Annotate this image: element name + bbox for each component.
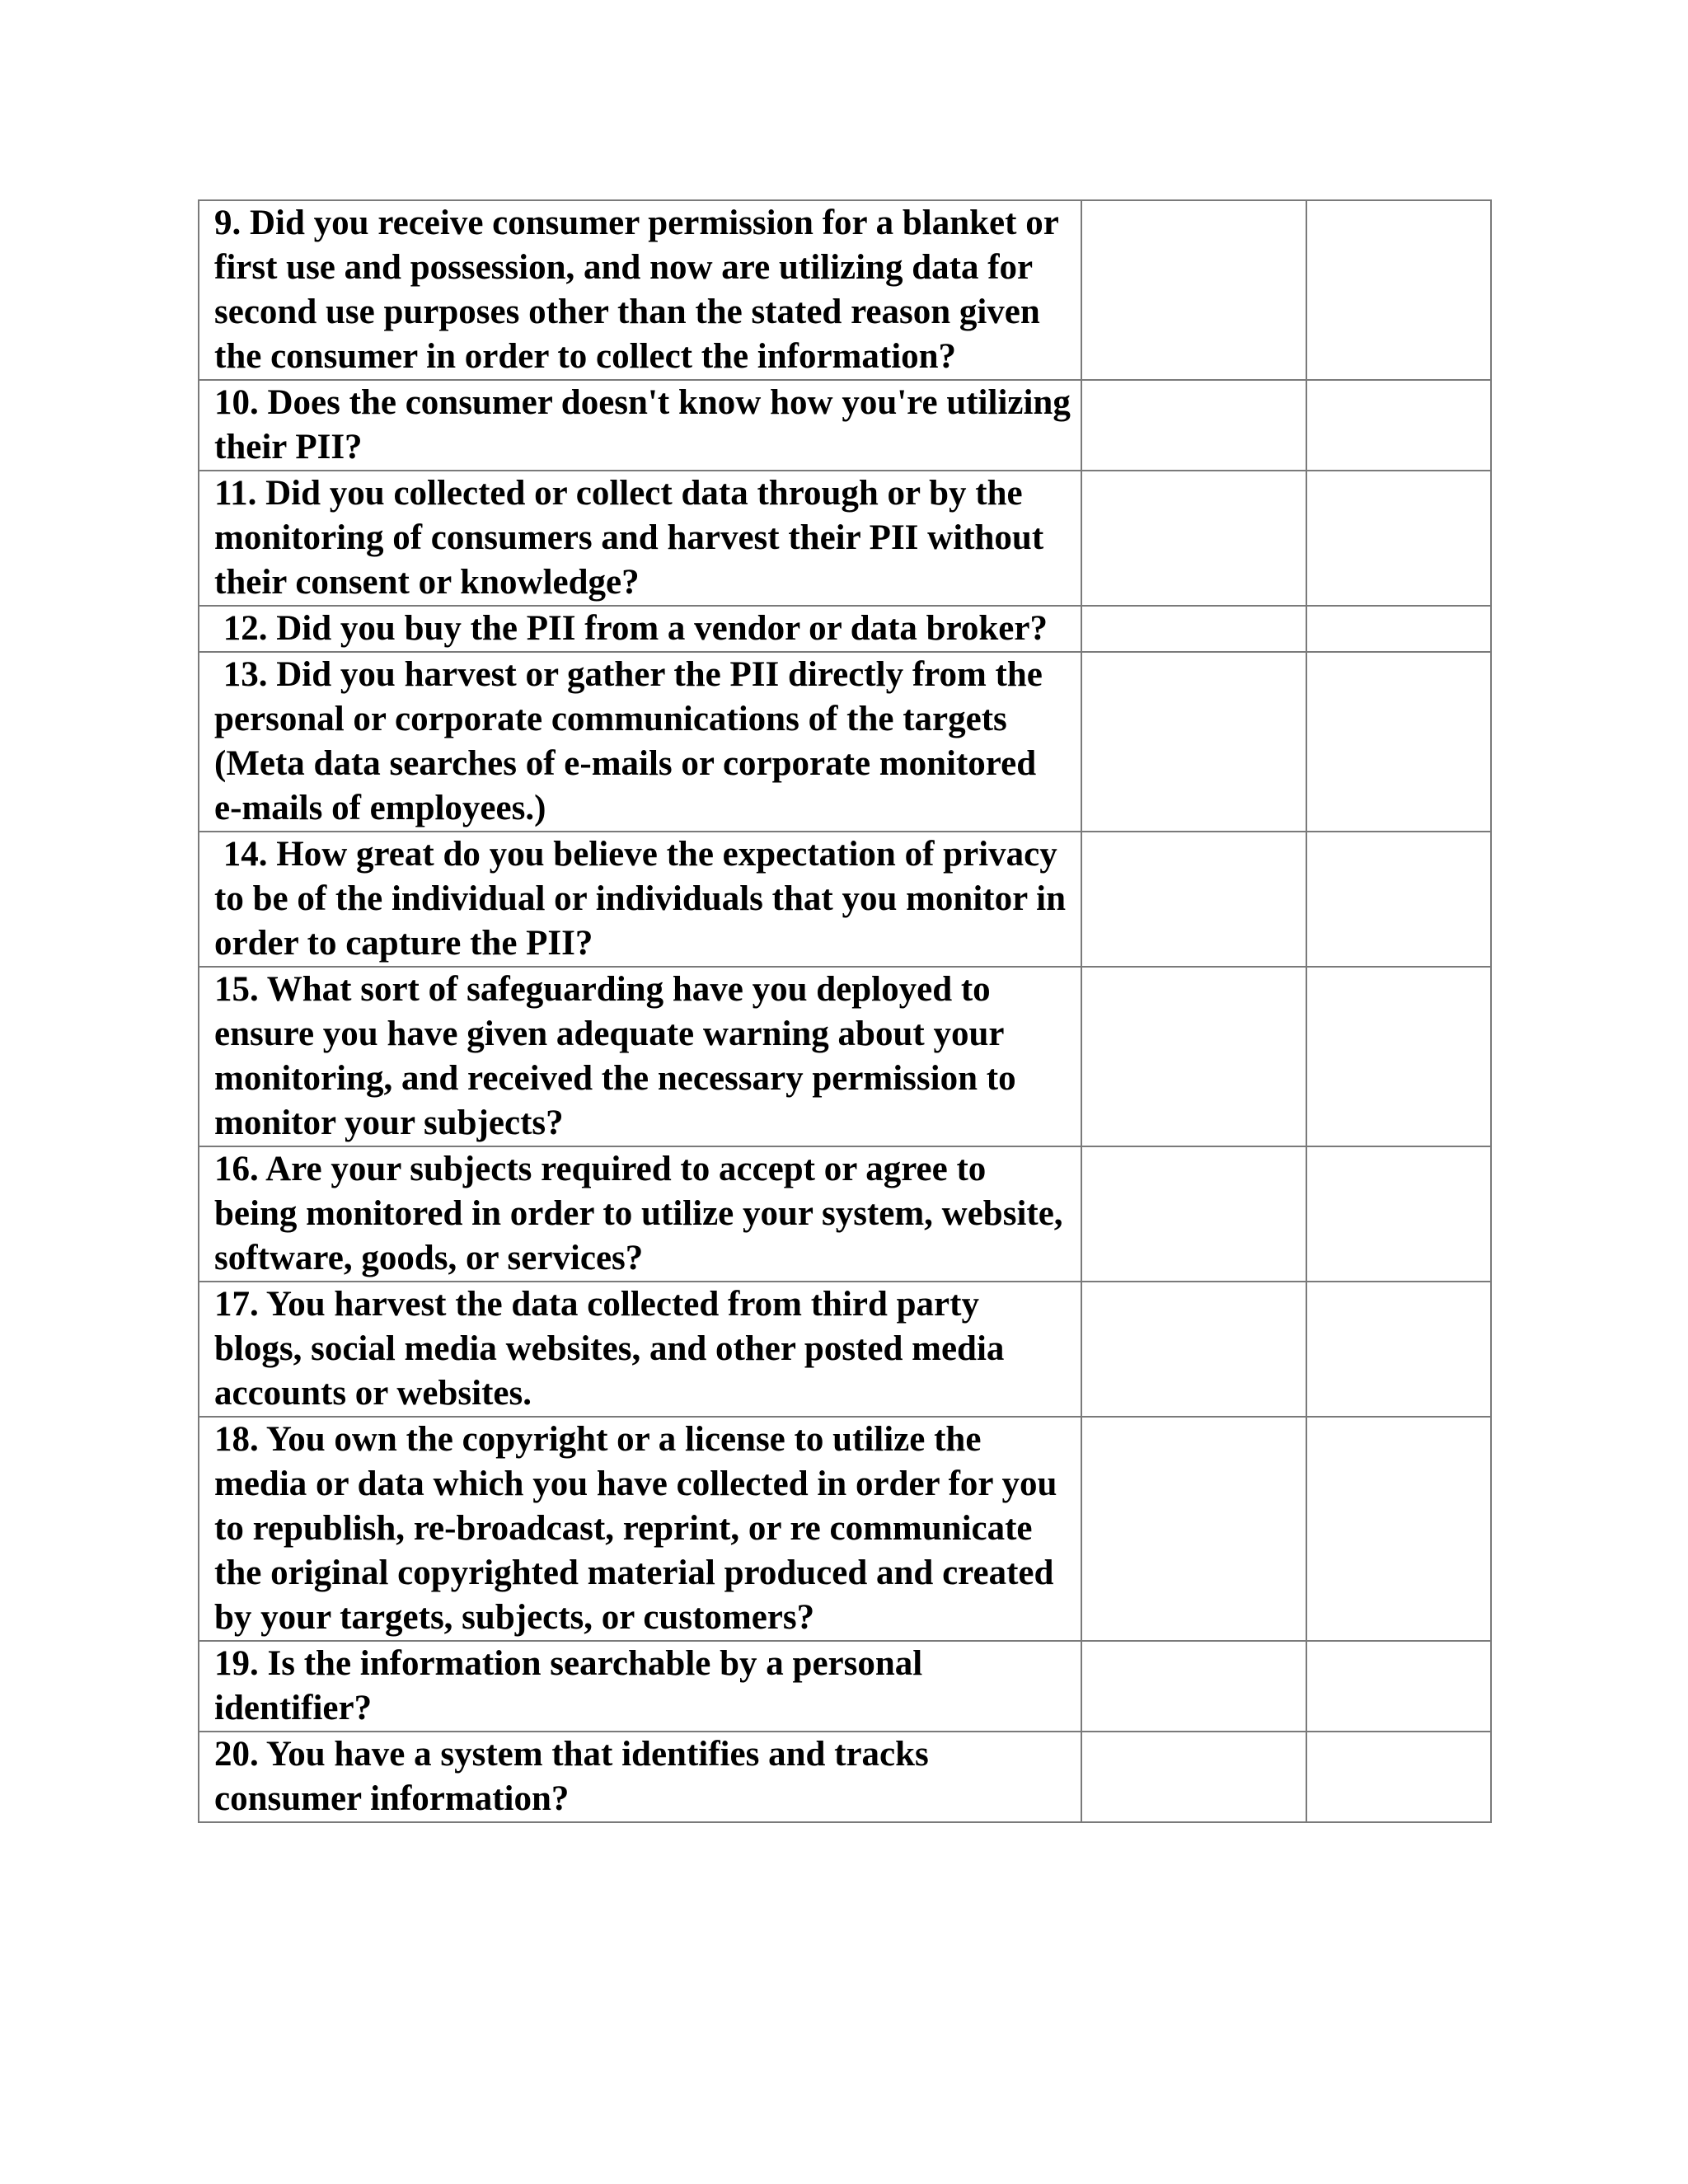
answer-cell-1[interactable] xyxy=(1081,606,1306,652)
question-text: 20. You have a system that identifies and tracks consumer information? xyxy=(214,1735,938,1818)
answer-cell-2[interactable] xyxy=(1306,1641,1491,1732)
table-row xyxy=(199,200,1491,380)
answer-cell-2[interactable] xyxy=(1306,1732,1491,1822)
answer-cell-2[interactable] xyxy=(1306,967,1491,1146)
question-text: 9. Did you receive consumer permission for a blanket or first use and possession, and now are utilizing data for second use purposes other than the stated reason given the consumer in order to collect the information? xyxy=(214,204,1067,376)
answer-cell-1[interactable] xyxy=(1081,1417,1306,1641)
table-row xyxy=(199,1641,1491,1732)
question-text: 14. How great do you believe the expectation of privacy to be of the individual or individuals that you monitor in order to capture the PII? xyxy=(214,835,1075,963)
question-cell xyxy=(199,1732,1081,1822)
question-text: 18. You own the copyright or a license to utilize the media or data which you have collected in order for you to republish, re-broadcast, reprint, or re communicate the original copyrighted material produced and created by your targets, subjects, or customers? xyxy=(214,1420,1067,1637)
question-text: 17. You harvest the data collected from third party blogs, social media websites, and other posted media accounts or websites. xyxy=(214,1285,1014,1413)
answer-cell-2[interactable] xyxy=(1306,1146,1491,1282)
question-text: 19. Is the information searchable by a personal identifier? xyxy=(214,1644,931,1727)
answer-cell-2[interactable] xyxy=(1306,606,1491,652)
question-cell xyxy=(199,606,1081,652)
answer-cell-1[interactable] xyxy=(1081,471,1306,606)
answer-cell-1[interactable] xyxy=(1081,1641,1306,1732)
answer-cell-1[interactable] xyxy=(1081,832,1306,967)
answer-cell-1[interactable] xyxy=(1081,200,1306,380)
answer-cell-2[interactable] xyxy=(1306,380,1491,471)
question-cell xyxy=(199,1417,1081,1641)
question-cell xyxy=(199,967,1081,1146)
answer-cell-2[interactable] xyxy=(1306,1282,1491,1417)
questionnaire-table xyxy=(198,199,1492,1823)
table-row xyxy=(199,606,1491,652)
table-row xyxy=(199,380,1491,471)
answer-cell-2[interactable] xyxy=(1306,471,1491,606)
question-text: 10. Does the consumer doesn't know how you're utilizing their PII? xyxy=(214,383,1080,466)
question-cell xyxy=(199,471,1081,606)
answer-cell-2[interactable] xyxy=(1306,652,1491,832)
table-row xyxy=(199,967,1491,1146)
question-cell xyxy=(199,1641,1081,1732)
table-row xyxy=(199,471,1491,606)
answer-cell-1[interactable] xyxy=(1081,1282,1306,1417)
table-row xyxy=(199,1417,1491,1641)
question-cell xyxy=(199,200,1081,380)
question-text: 12. Did you buy the PII from a vendor or data broker? xyxy=(214,609,1048,648)
answer-cell-1[interactable] xyxy=(1081,380,1306,471)
answer-cell-1[interactable] xyxy=(1081,967,1306,1146)
table-row xyxy=(199,652,1491,832)
question-text: 15. What sort of safeguarding have you deployed to ensure you have given adequate warning about your monitoring, and received the necessary permission to monitor your subjects? xyxy=(214,970,1025,1142)
answer-cell-1[interactable] xyxy=(1081,652,1306,832)
question-cell xyxy=(199,1282,1081,1417)
table-row xyxy=(199,832,1491,967)
answer-cell-1[interactable] xyxy=(1081,1732,1306,1822)
question-cell xyxy=(199,652,1081,832)
question-text: 16. Are your subjects required to accept or agree to being monitored in order to utilize your system, website, software, goods, or services? xyxy=(214,1150,1072,1277)
answer-cell-2[interactable] xyxy=(1306,200,1491,380)
question-cell xyxy=(199,1146,1081,1282)
question-cell xyxy=(199,832,1081,967)
question-cell xyxy=(199,380,1081,471)
question-text: 13. Did you harvest or gather the PII directly from the personal or corporate communications of the targets (Meta data searches of e-mails or corporate monitored e-mails of employees.) xyxy=(214,655,1052,827)
table-row xyxy=(199,1732,1491,1822)
table-row xyxy=(199,1146,1491,1282)
table-row xyxy=(199,1282,1491,1417)
answer-cell-2[interactable] xyxy=(1306,1417,1491,1641)
answer-cell-2[interactable] xyxy=(1306,832,1491,967)
answer-cell-1[interactable] xyxy=(1081,1146,1306,1282)
question-text: 11. Did you collected or collect data through or by the monitoring of consumers and harvest their PII without their consent or knowledge? xyxy=(214,474,1053,602)
